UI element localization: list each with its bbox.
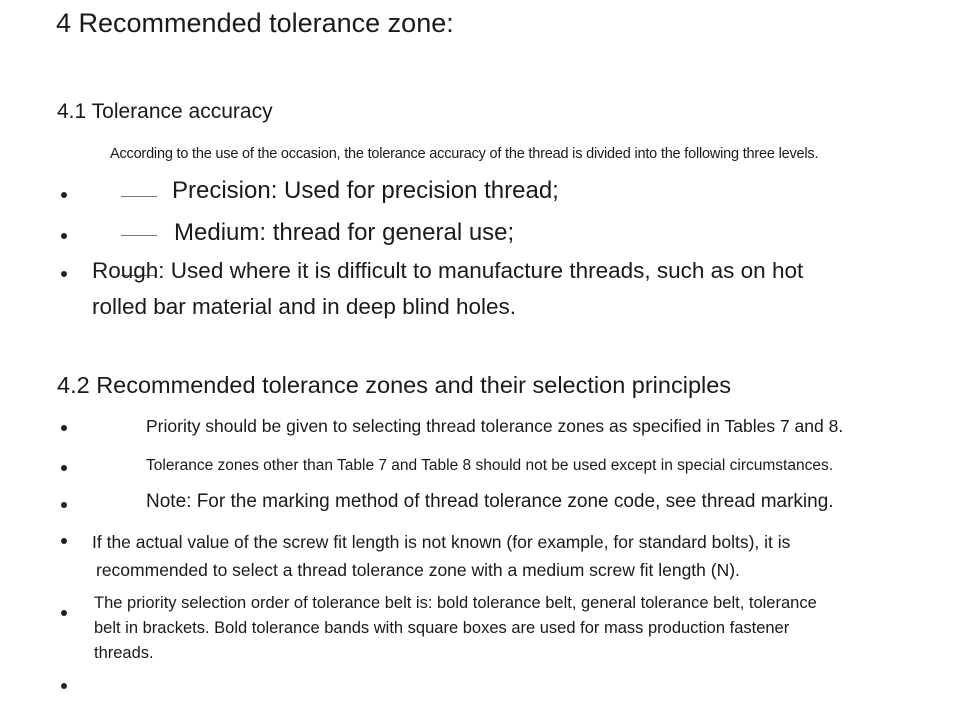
page-title: 4 Recommended tolerance zone: xyxy=(56,8,454,38)
subsection-title-tolerance-accuracy: 4.1 Tolerance accuracy xyxy=(57,100,273,123)
list-item-precision: Precision: Used for precision thread; xyxy=(172,177,559,204)
list-item-priority-order-line1: The priority selection order of tolerance belt is: bold tolerance belt, general tolerance belt, tolerance xyxy=(94,594,817,612)
bullet-dot xyxy=(61,502,67,508)
dash-rule xyxy=(121,196,157,197)
list-item-other-zones: Tolerance zones other than Table 7 and Table 8 should not be used except in special circumstances. xyxy=(146,457,834,474)
bullet-dot xyxy=(61,271,67,277)
intro-paragraph: According to the use of the occasion, the tolerance accuracy of the thread is divided into the following three levels. xyxy=(110,146,819,162)
list-item-priority: Priority should be given to selecting thread tolerance zones as specified in Tables 7 and 8. xyxy=(146,416,844,436)
list-item-priority-order-line2: belt in brackets. Bold tolerance bands with square boxes are used for mass production fastener xyxy=(94,619,790,637)
bullet-dot xyxy=(61,465,67,471)
list-item-note: Note: For the marking method of thread tolerance zone code, see thread marking. xyxy=(146,491,834,512)
list-item-fit-length-line2: recommended to select a thread tolerance zone with a medium screw fit length (N). xyxy=(96,560,740,580)
list-item-rough-line2: rolled bar material and in deep blind holes. xyxy=(92,294,517,319)
list-item-rough-line1: Rough: Used where it is difficult to manufacture threads, such as on hot xyxy=(92,258,804,283)
bullet-dot xyxy=(61,192,67,198)
bullet-dot xyxy=(61,610,67,616)
list-item-medium: Medium: thread for general use; xyxy=(174,219,515,246)
bullet-dot xyxy=(61,425,67,431)
bullet-dot xyxy=(61,538,67,544)
list-item-priority-order-line3: threads. xyxy=(94,644,154,662)
bullet-dot xyxy=(61,683,67,689)
dash-rule xyxy=(121,235,157,236)
bullet-dot xyxy=(61,233,67,239)
subsection-title-selection-principles: 4.2 Recommended tolerance zones and their selection principles xyxy=(57,372,732,398)
list-item-fit-length-line1: If the actual value of the screw fit length is not known (for example, for standard bolts), it is xyxy=(92,532,791,552)
